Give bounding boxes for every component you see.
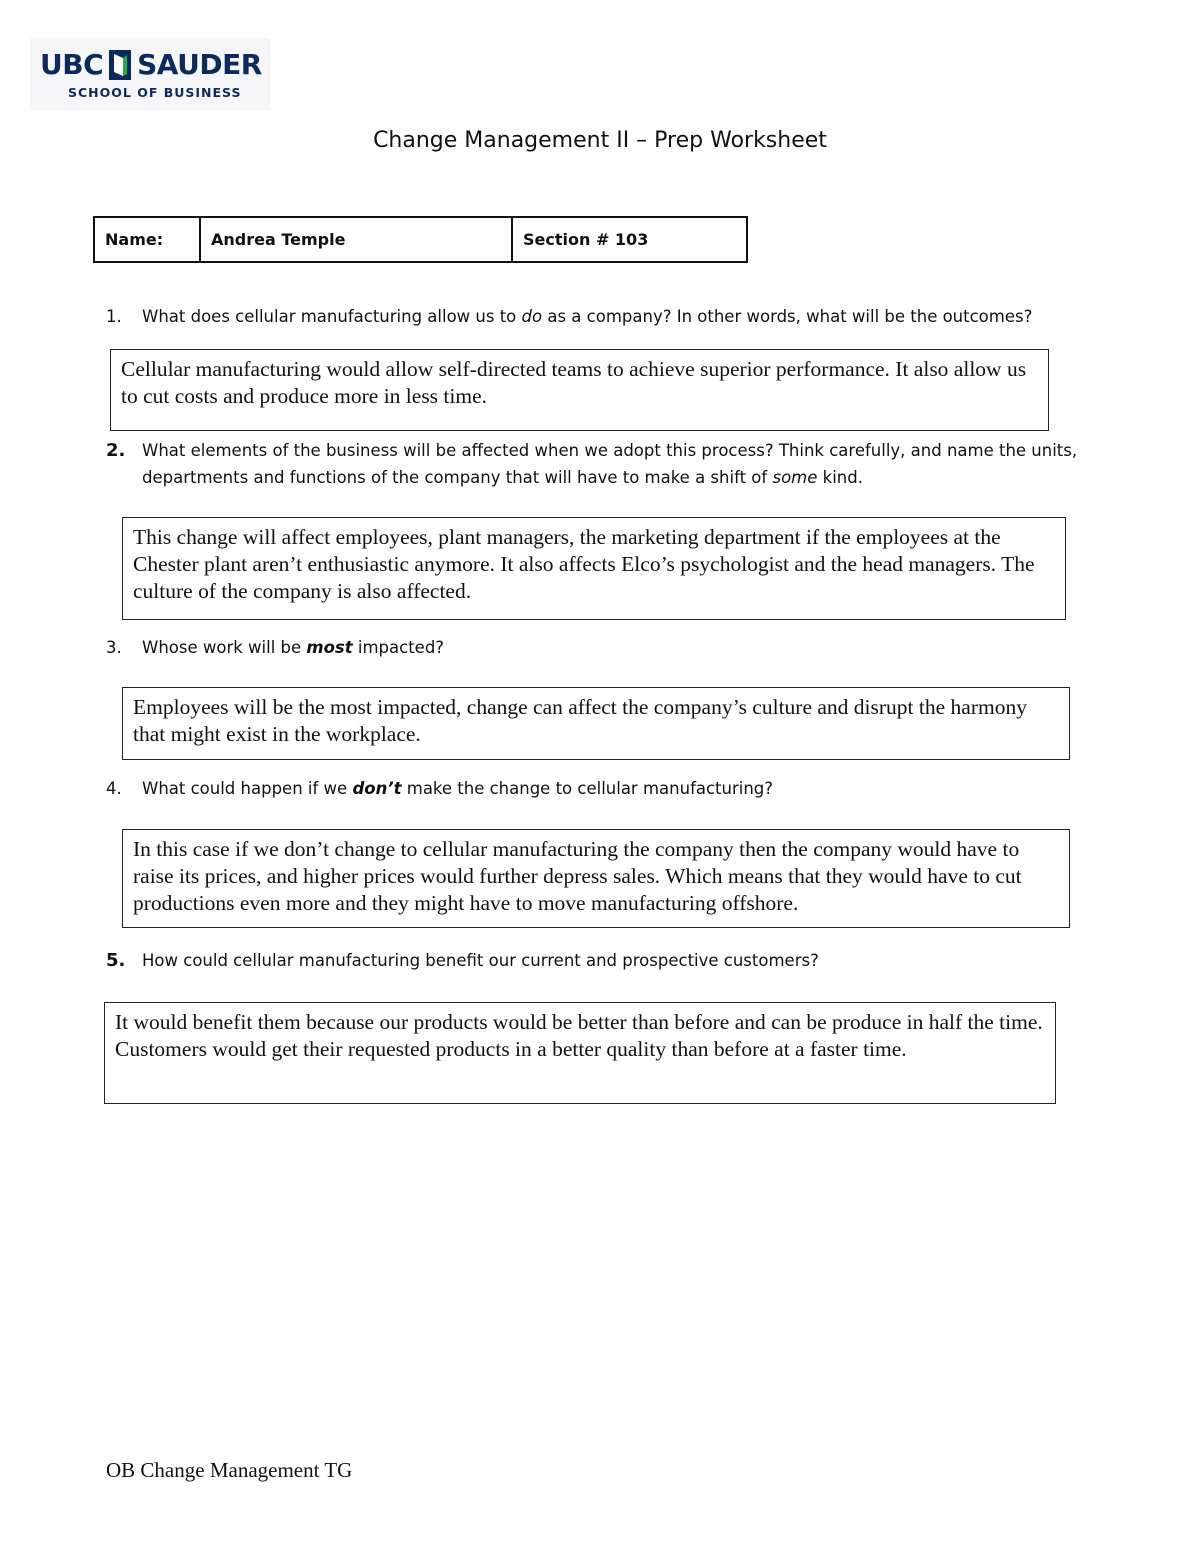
- question-text: How could cellular manufacturing benefit our current and prospective customers?: [142, 951, 819, 970]
- page-footer: OB Change Management TG: [106, 1458, 353, 1482]
- section-number: Section # 103: [523, 230, 649, 249]
- question-number: 2.: [106, 440, 126, 461]
- question-text: What could happen if we don’t make the change to cellular manufacturing?: [142, 779, 774, 798]
- answer-box-4: In this case if we don’t change to cellular manufacturing the company then the company would have to raise its prices, and higher prices would further depress sales. Which means that they would have to cut productions even more and they might have to move manufacturing offshore.: [122, 829, 1070, 928]
- question-text: What does cellular manufacturing allow us to do as a company? In other words, what will be the outcomes?: [142, 307, 1033, 326]
- ubc-sauder-logo: [30, 38, 270, 110]
- name-value: Andrea Temple: [201, 218, 513, 261]
- answer-box-5: It would benefit them because our products would be better than before and can be produce in half the time. Customers would get their requested products in a better quality than before at a faster time.: [104, 1002, 1056, 1104]
- answer-box-1: Cellular manufacturing would allow self-directed teams to achieve superior performance. It also allow us to cut costs and produce more in less time.: [110, 349, 1049, 431]
- question-number: 5.: [106, 950, 126, 971]
- question-4: [0, 775, 1200, 803]
- answer-box-3: Employees will be the most impacted, change can affect the company’s culture and disrupt the harmony that might exist in the workplace.: [122, 687, 1070, 760]
- answer-box-2: This change will affect employees, plant managers, the marketing department if the employees at the Chester plant aren’t enthusiastic anymore. It also affects Elco’s psychologist and the head managers. The culture of the company is also affected.: [122, 517, 1066, 620]
- question-number: 1.: [106, 307, 122, 326]
- question-5: [0, 947, 1200, 975]
- question-number: 3.: [106, 638, 122, 657]
- name-label: Name:: [95, 218, 201, 261]
- logo-sauder-text: SAUDER: [137, 48, 262, 81]
- logo-subtitle: SCHOOL OF BUSINESS: [68, 85, 242, 100]
- page-title: Change Management II – Prep Worksheet: [373, 128, 827, 153]
- question-3: [0, 634, 1200, 662]
- question-text: Whose work will be most impacted?: [142, 638, 445, 657]
- logo-mark-icon: [109, 50, 131, 80]
- question-number: 4.: [106, 779, 122, 798]
- question-2: [0, 437, 1200, 493]
- student-info-table: [93, 216, 748, 263]
- logo-ubc-text: UBC: [40, 48, 104, 81]
- question-1: [0, 303, 1200, 331]
- question-text: What elements of the business will be affected when we adopt this process? Think carefully, and name the units, departments and functions of the company that will have to make a shift of some kind.: [142, 441, 1078, 487]
